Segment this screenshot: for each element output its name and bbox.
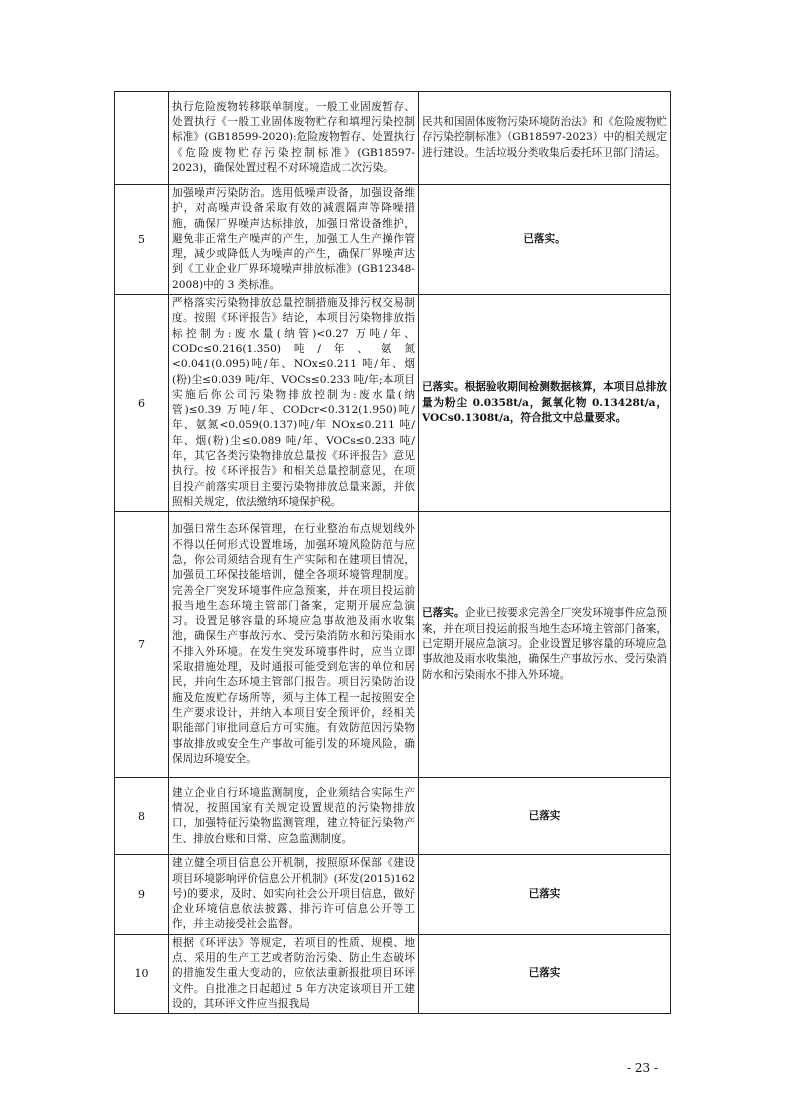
requirement-text: 建立企业自行环境监测制度，企业须结合实际生产情况，按照国家有关规定设置规范的污染物排放口，加强特征污染物监测管理，建立特征污染物产生、排放台账和日常、应急监测制度。 — [169, 778, 419, 855]
requirement-text: 严格落实污染物排放总量控制措施及排污权交易制度。按照《环评报告》结论，本项目污染物排放指标控制为:废水量(纳管)<0.27 万吨/年、CODc≤0.216(1.350)吨/年、氨氮<0.041(0.095)吨/年、NOx≤0.211 吨/年、烟(粉)尘≤0.039 吨/年、VOCs≤0.233 吨/年;本项目实施后你公司污染物排放控制为:废水量(纳管)≤0.39 万吨/年、CODcr<0.312(1.950)吨/年、氨氮<0.059(0.137)吨/年 NOx≤0.211 吨/年、烟(粉)尘≤0.089 吨/年、VOCs≤0.233 吨/年，其它各类污染物排放总量按《环评报告》意见执行。按《环评报告》和相关总量控制意见，在项目投产前落实项目主要污染物排放总量来源，并依照相关规定，依法缴纳环境保护税。 — [169, 295, 419, 512]
row-number: 9 — [115, 855, 169, 934]
requirement-text: 执行危险废物转移联单制度。一般工业固废暂存、处置执行《一般工业固体废物贮存和填埋污染控制标准》(GB18599-2020):危险废物暂存、处置执行《危险废物贮存污染控制标准》(GB18597-2023)，确保处置过程不对环境造成二次污染。 — [169, 92, 419, 185]
requirement-text: 加强日常生态环保管理，在行业整治布点规划线外不得以任何形式设置堆场，加强环境风险防范与应急，你公司须结合现有生产实际和在建项目情况，加强员工环保技能培训，健全各项环境管理制度。完善全厂突发环境事件应急预案，并在项目投运前报当地生态环境主管部门备案，定期开展应急演习。设置足够容量的环境应急事故池及雨水收集池，确保生产事故污水、受污染消防水和污染雨水不排入外环境。在发生突发环境事件时，应当立即采取措施处理，及时通报可能受到危害的单位和居民，并向生态环境主管部门报告。项目污染防治设施及危废贮存场所等，须与主体工程一起按照安全生产要求设计，并纳入本项目安全预评价，经相关职能部门审批同意后方可实施。有效防范因污染物事故排放或安全生产事故可能引发的环境风险，确保周边环境安全。 — [169, 512, 419, 778]
implementation-text — [419, 295, 671, 512]
acceptance-table — [114, 91, 671, 1014]
row-number: 8 — [115, 778, 169, 855]
table-row — [115, 295, 671, 512]
table-row — [115, 512, 671, 778]
table-row — [115, 855, 671, 934]
implementation-text — [419, 92, 671, 185]
table-row — [115, 92, 671, 185]
status-text: 已落实 — [419, 855, 671, 934]
requirement-text: 加强噪声污染防治。选用低噪声设备，加强设备维护，对高噪声设备采取有效的减震隔声等降噪措施，确保厂界噪声达标排放，加强日常设备维护，避免非正常生产噪声的产生，加强工人生产操作管理，减少或降低人为噪声的产生，确保厂界噪声达到《工业企业厂界环境噪声排放标准》(GB12348-2008)中的 3 类标准。 — [169, 185, 419, 295]
result-text: 企业已按要求完善全厂突发环境事件应急预案，并在项目投运前报当地生态环境主管部门备案，已定期开展应急演习。企业设置足够容量的环境应急事故池及雨水收集池，确保生产事故污水、受污染消防水和污染雨水不排入外环境。 — [422, 607, 668, 681]
requirement-text: 根据《环评法》等规定，若项目的性质、规模、地点、采用的生产工艺或者防治污染、防止生态破坏的措施发生重大变动的，应依法重新报批项目环评文件。自批准之日起超过 5 年方决定该项目开工建设的，其环评文件应当报我局 — [169, 934, 419, 1013]
table-row — [115, 778, 671, 855]
result-text: 民共和国固体废物污染环境防治法》和《危险废物贮存污染控制标准》（GB18597-2023）中的相关规定进行建设。生活垃圾分类收集后委托环卫部门清运。 — [422, 116, 667, 159]
table-row — [115, 934, 671, 1013]
row-number: 10 — [115, 934, 169, 1013]
result-text: 已落实。根据验收期间检测数据核算，本项目总排放量为粉尘 0.0358t/a，氮氧化物 0.13428t/a，VOCs0.1308t/a，符合批文中总量要求。 — [422, 381, 667, 424]
row-number: 7 — [115, 512, 169, 778]
status-text: 已落实 — [419, 934, 671, 1013]
row-number: 5 — [115, 185, 169, 295]
status-text: 已落实。 — [422, 607, 465, 620]
status-text: 已落实。 — [419, 185, 671, 295]
page-number: - 23 - — [627, 1061, 659, 1075]
status-text: 已落实 — [419, 778, 671, 855]
table-row — [115, 185, 671, 295]
row-number: 6 — [115, 295, 169, 512]
requirement-text: 建立健全项目信息公开机制，按照原环保部《建设项目环境影响评价信息公开机制》(环发(2015)162 号)的要求，及时、如实向社会公开项目信息，做好企业环境信息依法披露、排污许可信息公开等工作，并主动接受社会监督。 — [169, 855, 419, 934]
row-number — [115, 92, 169, 185]
implementation-text — [419, 512, 671, 778]
